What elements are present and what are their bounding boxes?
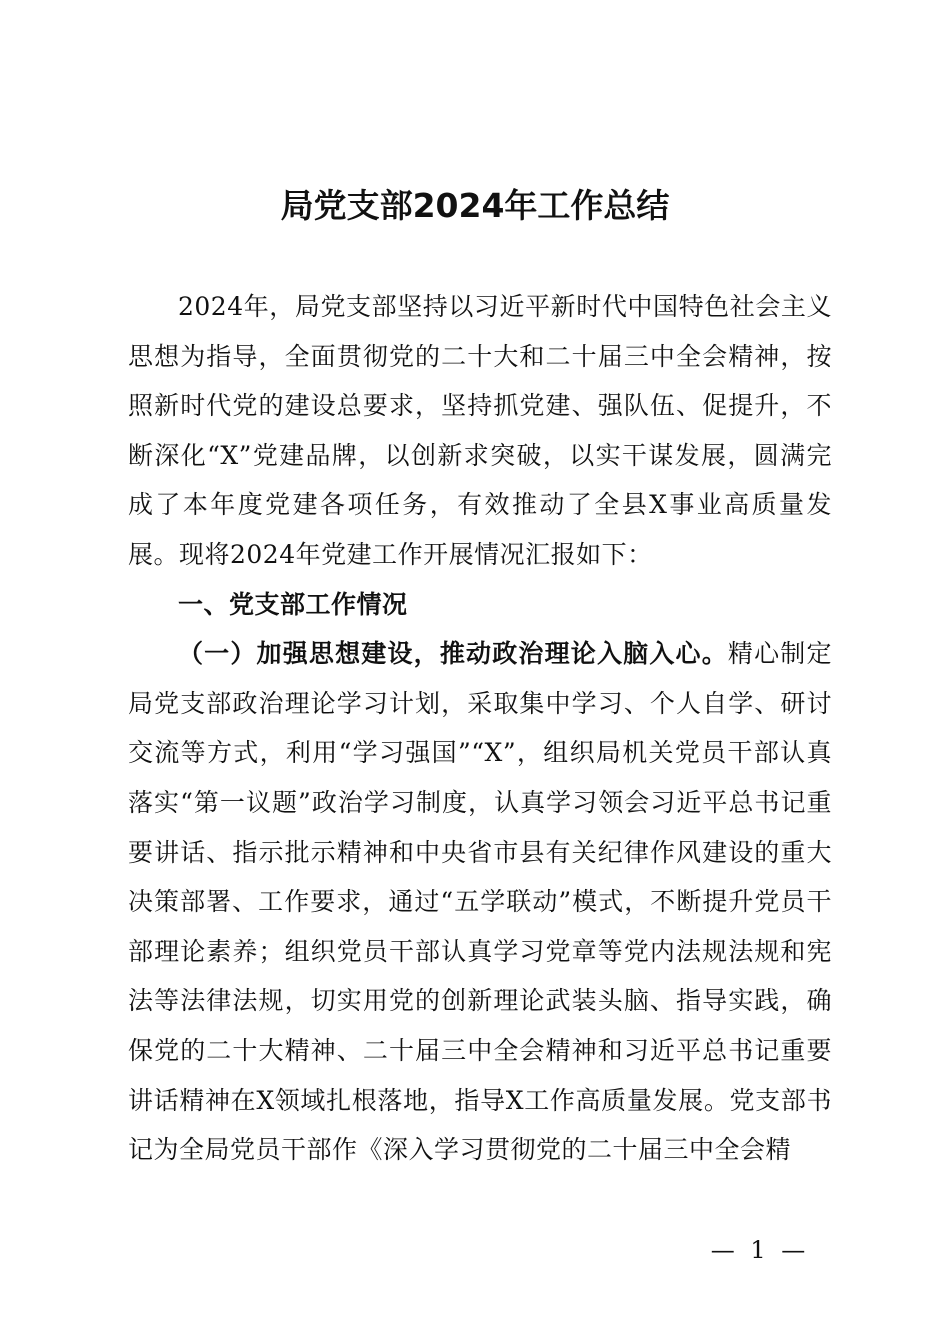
page-number: — 1 — xyxy=(710,1236,810,1264)
subsection-body: 精心制定局党支部政治理论学习计划，采取集中学习、个人自学、研讨交流等方式，利用“学习强国”“X”，组织局机关党员干部认真落实“第一议题”政治学习制度，认真学习领会习近平总书记重要讲话、指示批示精神和中央省市县有关纪律作风建设的重大决策部署、工作要求，通过“五学联动”模式，不断提升党员干部理论素养；组织党员干部认真学习党章等党内法规法规和宪法等法律法规，切实用党的创新理论武装头脑、指导实践，确保党的二十大精神、二十届三中全会精神和习近平总书记重要讲话精神在X领域扎根落地，指导X工作高质量发展。党支部书记为全局党员干部作《深入学习贯彻党的二十届三中全会精 xyxy=(128,639,832,1165)
intro-paragraph: 2024年，局党支部坚持以习近平新时代中国特色社会主义思想为指导，全面贯彻党的二十大和二十届三中全会精神，按照新时代党的建设总要求，坚持抓党建、强队伍、促提升，不断深化“X”党建品牌，以创新求突破，以实干谋发展，圆满完成了本年度党建各项任务，有效推动了全县X事业高质量发展。现将2024年党建工作开展情况汇报如下： xyxy=(128,292,832,569)
subsection-lead: （一）加强思想建设，推动政治理论入脑入心。 xyxy=(178,639,728,669)
subsection-paragraph xyxy=(128,629,832,1175)
document-body xyxy=(128,282,832,1175)
section-heading: 一、党支部工作情况 xyxy=(178,589,408,619)
document-title: 局党支部2024年工作总结 xyxy=(280,186,670,225)
